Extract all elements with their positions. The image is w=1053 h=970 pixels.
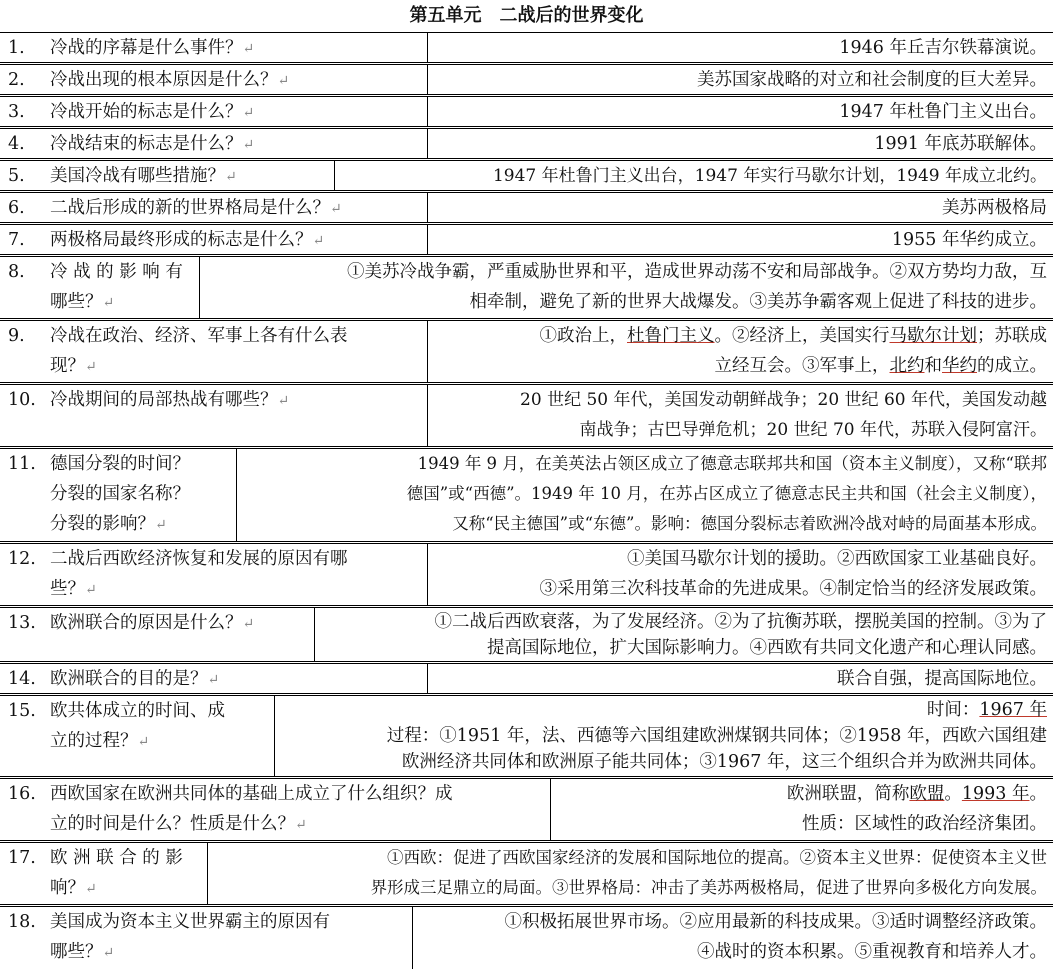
answer-cell (334, 161, 1053, 190)
table-row (0, 256, 1053, 319)
answer-text: 界形成三足鼎立的局面。③世界格局：冲击了美苏两极格局，促进了世界向多极化方向发展。 (370, 878, 1047, 897)
question-text: 哪些？ (50, 292, 103, 312)
question-text: 二战后形成的新的世界格局是什么？ (50, 198, 330, 218)
answer-cell (236, 449, 1053, 541)
question-cell (0, 779, 550, 840)
table-row (0, 192, 1053, 223)
answer-text: 1947 年杜鲁门主义出台，1947 年实行马歇尔计划，1949 年成立北约。 (492, 166, 1047, 186)
question-cell (0, 129, 427, 158)
table-row (0, 224, 1053, 255)
answer-text: 。②经济上，美国实行 (714, 326, 890, 346)
question-text: 欧洲联合的原因是什么？ (50, 613, 243, 633)
return-mark-icon: ↵ (277, 393, 290, 409)
answer-text: ；苏联成 (977, 326, 1047, 346)
answer-text: ①二战后西欧衰落，为了发展经济。②为了抗衡苏联，摆脱美国的控制。③为了 (434, 612, 1047, 632)
question-text: 冷战在政治、经济、军事上各有什么表 (50, 326, 348, 346)
table-row (0, 607, 1053, 662)
question-text: 响？ (50, 878, 85, 898)
question-cell (0, 65, 427, 94)
answer-text: 的成立。 (977, 356, 1047, 376)
table-row (0, 64, 1053, 95)
table-row (0, 32, 1053, 63)
row-number: 3. (8, 102, 25, 122)
row-number: 11. (8, 454, 36, 474)
table-row (0, 842, 1053, 905)
answer-term: 欧盟 (909, 784, 945, 804)
question-cell (0, 843, 207, 904)
question-text: 两极格局最终形成的标志是什么？ (50, 230, 313, 250)
question-text: 分裂的国家名称？ (50, 484, 190, 504)
answer-text: ①积极拓展世界市场。②应用最新的科技成果。③适时调整经济政策。 (504, 912, 1047, 932)
return-mark-icon: ↵ (330, 201, 342, 217)
row-number: 10. (8, 390, 36, 410)
return-mark-icon: ↵ (85, 881, 97, 897)
answer-cell (207, 843, 1053, 904)
answer-cell (427, 664, 1053, 693)
table-row (0, 96, 1053, 127)
answer-text: 1946 年丘吉尔铁幕演说。 (839, 38, 1047, 58)
return-mark-icon: ↵ (312, 233, 325, 249)
answer-text: 提高国际地位，扩大国际影响力。④西欧有共同文化遗产和心理认同感。 (487, 638, 1047, 658)
answer-text: 20 世纪 50 年代，美国发动朝鲜战争；20 世纪 60 年代，美国发动越 (520, 390, 1047, 410)
return-mark-icon: ↵ (242, 105, 255, 121)
answer-text: 欧洲经济共同体和欧洲原子能共同体；③1967 年，这三个组织合并为欧洲共同体。 (401, 752, 1047, 772)
row-number: 12. (8, 549, 36, 569)
answer-term: 杜鲁门主义 (627, 326, 715, 346)
question-cell (0, 161, 334, 190)
answer-cell (412, 907, 1053, 969)
question-text: 冷战期间的局部热战有哪些？ (50, 390, 278, 410)
return-mark-icon: ↵ (207, 672, 220, 688)
return-mark-icon: ↵ (102, 945, 115, 961)
answer-cell (427, 97, 1053, 126)
question-text: 冷战开始的标志是什么？ (50, 102, 243, 122)
answer-term: 1993 年 (961, 784, 1030, 804)
answer-term: 马歇尔计划 (889, 326, 977, 346)
question-cell (0, 907, 412, 969)
answer-cell (427, 33, 1053, 62)
table-row (0, 384, 1053, 447)
question-text: 欧洲联合的目的是？ (50, 669, 208, 689)
question-text: 分裂的影响？ (50, 514, 155, 534)
question-text: 西欧国家在欧洲共同体的基础上成立了什么组织？成 (50, 784, 453, 804)
question-cell (0, 225, 427, 254)
row-number: 2. (8, 70, 25, 90)
row-number: 4. (8, 134, 25, 154)
question-text: 欧共体成立的时间、成 (50, 701, 225, 721)
answer-text: 美苏两极格局 (942, 198, 1047, 218)
answer-cell (427, 225, 1053, 254)
return-mark-icon: ↵ (85, 582, 97, 598)
table-row (0, 906, 1053, 969)
answer-cell (427, 385, 1053, 446)
answer-text: 。 (944, 784, 962, 804)
row-number: 16. (8, 784, 36, 804)
question-text: 立的过程？ (50, 731, 138, 751)
question-text: 德国分裂的时间？ (50, 454, 190, 474)
return-mark-icon: ↵ (242, 137, 255, 153)
row-number: 9. (8, 326, 25, 346)
answer-text: 立经互会。③军事上， (714, 356, 890, 376)
answer-text: 相牵制，避免了新的世界大战爆发。③美苏争霸客观上促进了科技的进步。 (469, 292, 1047, 312)
question-text: 二战后西欧经济恢复和发展的原因有哪 (50, 549, 348, 569)
answer-text: 南战争；古巴导弹危机；20 世纪 70 年代，苏联入侵阿富汗。 (579, 420, 1047, 440)
table-row (0, 543, 1053, 606)
answer-term: 北约 (889, 356, 925, 376)
answer-text: 时间： (926, 700, 980, 720)
question-text: 现？ (50, 356, 85, 376)
row-number: 15. (8, 701, 36, 721)
return-mark-icon: ↵ (277, 73, 290, 89)
table-row (0, 160, 1053, 191)
question-text: 欧 洲 联 合 的 影 (50, 848, 183, 868)
answer-text: ①美国马歇尔计划的援助。②西欧国家工业基础良好。 (627, 549, 1047, 569)
question-text: 冷战结束的标志是什么？ (50, 134, 243, 154)
row-number: 8. (8, 262, 25, 282)
question-cell (0, 544, 427, 605)
question-cell (0, 608, 314, 661)
question-text: 冷战的序幕是什么事件？ (50, 38, 243, 58)
question-cell (0, 257, 199, 318)
answer-cell (427, 65, 1053, 94)
answer-text: 1947 年杜鲁门主义出台。 (839, 102, 1047, 122)
answer-text: 过程：①1951 年，法、西德等六国组建欧洲煤钢共同体；②1958 年，西欧六国组建 (386, 726, 1047, 746)
answer-text: 和 (924, 356, 942, 376)
return-mark-icon: ↵ (155, 517, 167, 533)
answer-cell (550, 779, 1053, 840)
answer-cell (427, 544, 1053, 605)
answer-term: 华约 (942, 356, 977, 376)
question-cell (0, 97, 427, 126)
question-text: 冷战出现的根本原因是什么？ (50, 70, 278, 90)
return-mark-icon: ↵ (85, 359, 97, 375)
return-mark-icon: ↵ (295, 817, 307, 833)
return-mark-icon: ↵ (137, 734, 150, 750)
answer-cell (314, 608, 1053, 661)
return-mark-icon: ↵ (225, 169, 237, 185)
question-cell (0, 449, 236, 541)
row-number: 7. (8, 230, 25, 250)
question-cell (0, 696, 274, 776)
table-row (0, 448, 1053, 542)
answer-text: 德国”或“西德”。1949 年 10 月，在苏占区成立了德意志民主共和国（社会主义制度）， (406, 484, 1047, 503)
row-number: 17. (8, 848, 36, 868)
question-cell (0, 193, 427, 222)
row-number: 6. (8, 198, 25, 218)
table-row (0, 128, 1053, 159)
row-number: 1. (8, 38, 25, 58)
answer-cell (427, 321, 1053, 382)
answer-cell (199, 257, 1053, 318)
question-text: 冷 战 的 影 响 有 (50, 262, 183, 282)
question-cell (0, 664, 427, 693)
answer-text: 美苏国家战略的对立和社会制度的巨大差异。 (697, 70, 1047, 90)
unit-title: 第五单元 二战后的世界变化 (409, 5, 644, 26)
question-cell (0, 385, 427, 446)
qa-table (0, 32, 1053, 970)
answer-text: 性质：区域性的政治经济集团。 (802, 814, 1047, 834)
question-cell (0, 321, 427, 382)
answer-term: 1967 年 (979, 700, 1047, 720)
question-text: 美国冷战有哪些措施？ (50, 166, 225, 186)
answer-text: 1955 年华约成立。 (891, 230, 1047, 250)
table-row (0, 695, 1053, 777)
answer-cell (427, 193, 1053, 222)
question-text: 立的时间是什么？性质是什么？ (50, 814, 295, 834)
question-text: 美国成为资本主义世界霸主的原因有 (50, 912, 330, 932)
question-text: 些？ (50, 579, 85, 599)
return-mark-icon: ↵ (242, 616, 255, 632)
answer-text: ③采用第三次科技革命的先进成果。④制定恰当的经济发展政策。 (539, 579, 1047, 599)
table-row (0, 778, 1053, 841)
row-number: 13. (8, 613, 36, 633)
return-mark-icon: ↵ (102, 295, 115, 311)
row-number: 14. (8, 669, 36, 689)
answer-text: 联合自强，提高国际地位。 (837, 669, 1047, 689)
answer-cell (427, 129, 1053, 158)
answer-text: 。 (1029, 784, 1047, 804)
answer-text: ①美苏冷战争霸，严重威胁世界和平，造成世界动荡不安和局部战争。②双方势均力敌，互 (347, 262, 1047, 282)
answer-cell (274, 696, 1053, 776)
answer-text: 又称“民主德国”或“东德”。影响：德国分裂标志着欧洲冷战对峙的局面基本形成。 (452, 514, 1047, 533)
answer-text: 欧洲联盟，简称 (786, 784, 910, 804)
row-number: 5. (8, 166, 25, 186)
answer-text: ①政治上， (539, 326, 627, 346)
return-mark-icon: ↵ (242, 41, 255, 57)
answer-text: ④战时的资本积累。⑤重视教育和培养人才。 (697, 942, 1047, 962)
row-number: 18. (8, 912, 36, 932)
table-row (0, 320, 1053, 383)
answer-text: 1991 年底苏联解体。 (874, 134, 1047, 154)
table-row (0, 663, 1053, 694)
answer-text: ①西欧：促进了西欧国家经济的发展和国际地位的提高。②资本主义世界：促使资本主义世 (387, 848, 1047, 867)
answer-text: 1949 年 9 月，在美英法占领区成立了德意志联邦共和国（资本主义制度），又称“联邦 (417, 454, 1047, 473)
question-cell (0, 33, 427, 62)
question-text: 哪些？ (50, 942, 103, 962)
